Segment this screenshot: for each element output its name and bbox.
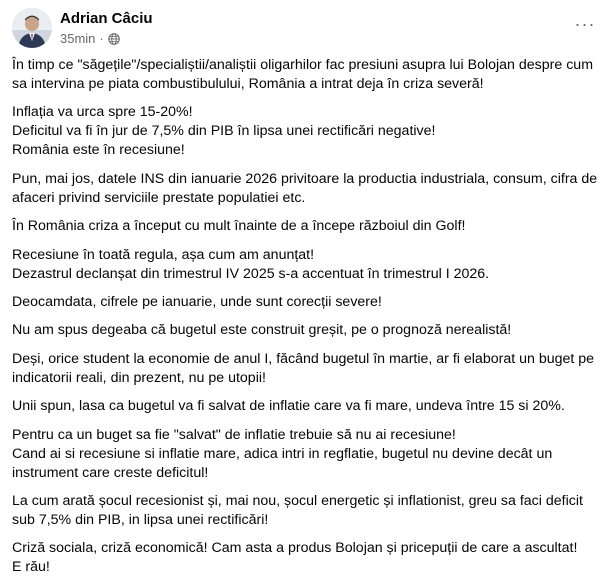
post-paragraph (12, 350, 601, 388)
post-line: E rău! (12, 559, 50, 576)
post-line: În timp ce "săgețile"/specialiștii/analiștii oligarhilor fac presiuni asupra lui Bolojan despre cum sa intervina pe piata combustibulului, România a intrat deja în criza severă! (12, 57, 594, 92)
post-paragraph (12, 321, 601, 340)
post-subline (60, 31, 153, 47)
post-line: Inflația va urca spre 15-20%! (12, 104, 193, 121)
post-paragraph (12, 426, 601, 483)
post-paragraph (12, 539, 601, 577)
post-paragraph (12, 217, 601, 236)
avatar-photo-icon (12, 8, 52, 48)
post-line: În România criza a început cu mult înainte de a începe războiul din Golf! (12, 218, 466, 235)
post-body (12, 56, 601, 577)
separator-dot: · (99, 30, 104, 46)
post-meta (60, 10, 153, 47)
post-line: Pun, mai jos, datele INS din ianuarie 2026 privitoare la productia industriala, consum, cifra de afaceri privind serviciile prestate populatiei etc. (12, 170, 598, 206)
post-paragraph (12, 56, 601, 94)
post-line: Unii spun, lasa ca bugetul va fi salvat de inflatie care va fi mare, undeva între 15 si 20%. (12, 398, 565, 415)
post-line: Dezastrul declanșat din trimestrul IV 2025 s-a accentuat în trimestrul I 2026. (12, 265, 490, 282)
post-line: Deficitul va fi în jur de 7,5% din PIB în lipsa unei rectificări negative! (12, 123, 436, 140)
post-line: Recesiune în toată regula, așa cum am anunțat! (12, 246, 315, 263)
post-paragraph (12, 397, 601, 416)
post-line: Nu am spus degeaba că bugetul este construit greșit, pe o prognoză nerealistă! (12, 322, 512, 339)
post-paragraph (12, 293, 601, 312)
post-line: Criză sociala, criză economică! Cam asta a produs Bolojan și pricepuții de care a ascultat! (12, 540, 578, 557)
post-paragraph (12, 246, 601, 284)
post-line: Deocamdata, cifrele pe ianuarie, unde sunt corecții severe! (12, 293, 382, 310)
author-name[interactable]: Adrian Câciu (60, 9, 153, 27)
author-avatar[interactable] (12, 8, 52, 48)
globe-icon[interactable] (108, 33, 120, 45)
post-line: La cum arată șocul recesionist și, mai nou, șocul energetic și inflationist, greu sa faci deficit sub 7,5% din PIB, in lipsa unei rectificări! (12, 492, 583, 528)
post-paragraph (12, 170, 601, 208)
post-line: Deși, orice student la economie de anul I, făcând bugetul în martie, ar fi elaborat un buget pe indicatorii reali, din prezent, nu pe utopii! (12, 350, 595, 386)
post-line: Cand ai si recesiune si inflatie mare, adica intri in regflatie, bugetul nu devine decât un instrument care creste deficitul! (12, 445, 553, 481)
post-paragraph (12, 103, 601, 160)
post-timestamp[interactable]: 35min (60, 30, 96, 46)
more-options-button[interactable]: ··· (574, 13, 596, 34)
post-header (12, 8, 601, 48)
post-paragraph (12, 492, 601, 530)
post-line: România este în recesiune! (12, 142, 185, 159)
post-line: Pentru ca un buget sa fie "salvat" de inflatie trebuie să nu ai recesiune! (12, 426, 456, 443)
